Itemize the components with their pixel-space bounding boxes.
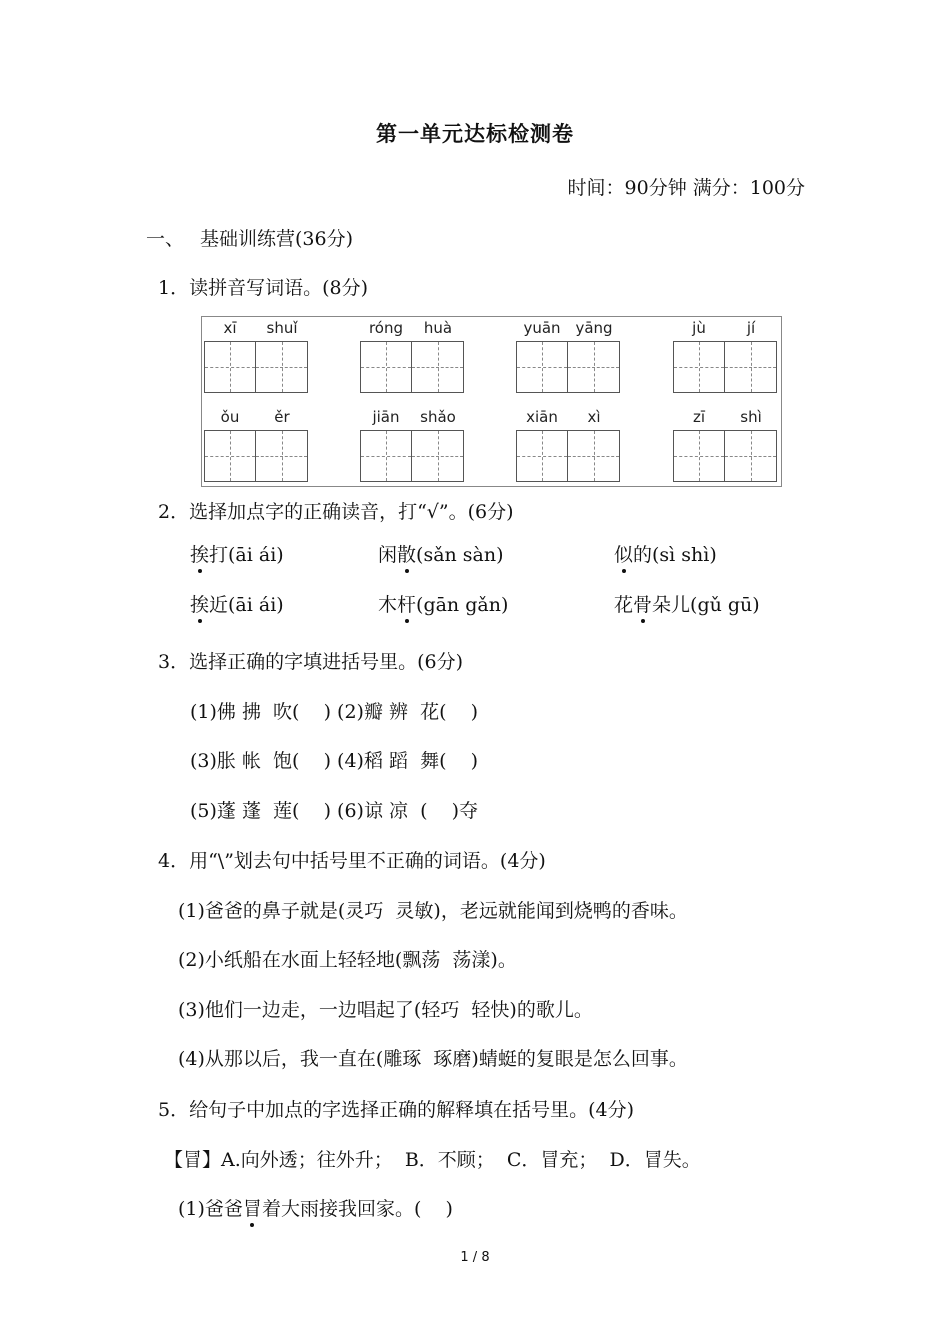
dotted-char: 散 bbox=[397, 540, 416, 567]
pinyin-label: jiān bbox=[372, 408, 400, 426]
section-label: 一、 bbox=[146, 228, 185, 250]
pinyin-label: yuān bbox=[523, 319, 561, 337]
dotted-char: 骨 bbox=[633, 590, 652, 617]
q2-stem: 2．选择加点字的正确读音，打“√”。(6分) bbox=[158, 501, 514, 523]
q2-item[interactable] bbox=[190, 540, 284, 567]
reading-options: (gān gǎn) bbox=[416, 594, 509, 616]
writing-cell[interactable] bbox=[204, 341, 256, 393]
dotted-char: 挨 bbox=[190, 590, 209, 617]
writing-cell[interactable] bbox=[256, 341, 308, 393]
pinyin-grid-frame bbox=[201, 316, 782, 487]
pinyin-label: ǒu bbox=[220, 408, 240, 426]
pinyin-label: yāng bbox=[575, 319, 613, 337]
plain-text: (1)爸爸 bbox=[178, 1198, 243, 1220]
plain-text: 木 bbox=[378, 594, 398, 616]
writing-cell[interactable] bbox=[568, 430, 620, 482]
writing-cell[interactable] bbox=[204, 430, 256, 482]
pinyin-label: huà bbox=[423, 319, 453, 337]
q2-item[interactable] bbox=[190, 590, 284, 617]
writing-cell[interactable] bbox=[256, 430, 308, 482]
q4-line[interactable]: (3)他们一边走，一边唱起了(轻巧 轻快)的歌儿。 bbox=[178, 999, 593, 1021]
writing-cell[interactable] bbox=[725, 430, 777, 482]
reading-options: 近(āi ái) bbox=[209, 594, 284, 616]
writing-cell[interactable] bbox=[516, 430, 568, 482]
writing-cell[interactable] bbox=[412, 341, 464, 393]
pinyin-label: shǎo bbox=[420, 408, 456, 426]
q3-line[interactable]: (5)蓬 蓬 莲( ) (6)谅 凉 ( )夺 bbox=[190, 800, 479, 822]
plain-text: 花 bbox=[614, 594, 634, 616]
q3-line[interactable]: (3)胀 帐 饱( ) (4)稻 蹈 舞( ) bbox=[190, 750, 479, 772]
writing-cell[interactable] bbox=[360, 341, 412, 393]
plain-text: 着大雨接我回家。( ) bbox=[261, 1198, 453, 1220]
q5-options: 【冒】A.向外透；往外升； B．不顾； C．冒充； D．冒失。 bbox=[164, 1149, 701, 1171]
page-title: 第一单元达标检测卷 bbox=[376, 121, 574, 146]
pinyin-label: shì bbox=[740, 408, 762, 426]
pinyin-label: jí bbox=[746, 319, 756, 337]
pinyin-label: róng bbox=[368, 319, 404, 337]
reading-options: (sǎn sàn) bbox=[416, 544, 504, 566]
plain-text: 闲 bbox=[378, 544, 398, 566]
q4-line[interactable]: (4)从那以后，我一直在(雕琢 琢磨)蜻蜓的复眼是怎么回事。 bbox=[178, 1048, 688, 1070]
pinyin-label: ěr bbox=[274, 408, 290, 426]
writing-cell[interactable] bbox=[516, 341, 568, 393]
dotted-char: 冒 bbox=[243, 1194, 262, 1221]
q5-stem: 5．给句子中加点的字选择正确的解释填在括号里。(4分) bbox=[158, 1099, 635, 1121]
dotted-char: 似 bbox=[614, 540, 633, 567]
q4-line[interactable]: (1)爸爸的鼻子就是(灵巧 灵敏)，老远就能闻到烧鸭的香味。 bbox=[178, 900, 688, 922]
time-info: 时间：90分钟 满分：100分 bbox=[567, 177, 805, 199]
q2-item[interactable] bbox=[378, 540, 504, 567]
dotted-char: 挨 bbox=[190, 540, 209, 567]
writing-cell[interactable] bbox=[568, 341, 620, 393]
q3-line[interactable]: (1)佛 拂 吹( ) (2)瓣 辨 花( ) bbox=[190, 701, 479, 723]
reading-options: 朵儿(gǔ gū) bbox=[652, 594, 760, 616]
pinyin-label: zī bbox=[692, 408, 706, 426]
q2-item[interactable] bbox=[614, 590, 760, 617]
writing-cell[interactable] bbox=[412, 430, 464, 482]
page-number: 1 / 8 bbox=[460, 1250, 490, 1265]
reading-options: 打(āi ái) bbox=[209, 544, 284, 566]
pinyin-label: shuǐ bbox=[266, 319, 298, 337]
q4-stem: 4．用“\”划去句中括号里不正确的词语。(4分) bbox=[158, 850, 546, 872]
section-title: 基础训练营(36分) bbox=[200, 228, 354, 250]
q2-item[interactable] bbox=[378, 590, 508, 617]
q2-item[interactable] bbox=[614, 540, 717, 567]
pinyin-label: xiān bbox=[526, 408, 558, 426]
writing-cell[interactable] bbox=[725, 341, 777, 393]
pinyin-label: jù bbox=[692, 319, 706, 337]
pinyin-label: xī bbox=[223, 319, 237, 337]
q5-sub-question[interactable] bbox=[178, 1194, 453, 1221]
dotted-char: 杆 bbox=[397, 590, 416, 617]
q4-line[interactable]: (2)小纸船在水面上轻轻地(飘荡 荡漾)。 bbox=[178, 949, 517, 971]
q3-stem: 3．选择正确的字填进括号里。(6分) bbox=[158, 651, 464, 673]
q1-stem: 1．读拼音写词语。(8分) bbox=[158, 277, 369, 299]
writing-cell[interactable] bbox=[673, 341, 725, 393]
reading-options: 的(sì shì) bbox=[633, 544, 717, 566]
pinyin-label: xì bbox=[587, 408, 601, 426]
writing-cell[interactable] bbox=[673, 430, 725, 482]
writing-cell[interactable] bbox=[360, 430, 412, 482]
